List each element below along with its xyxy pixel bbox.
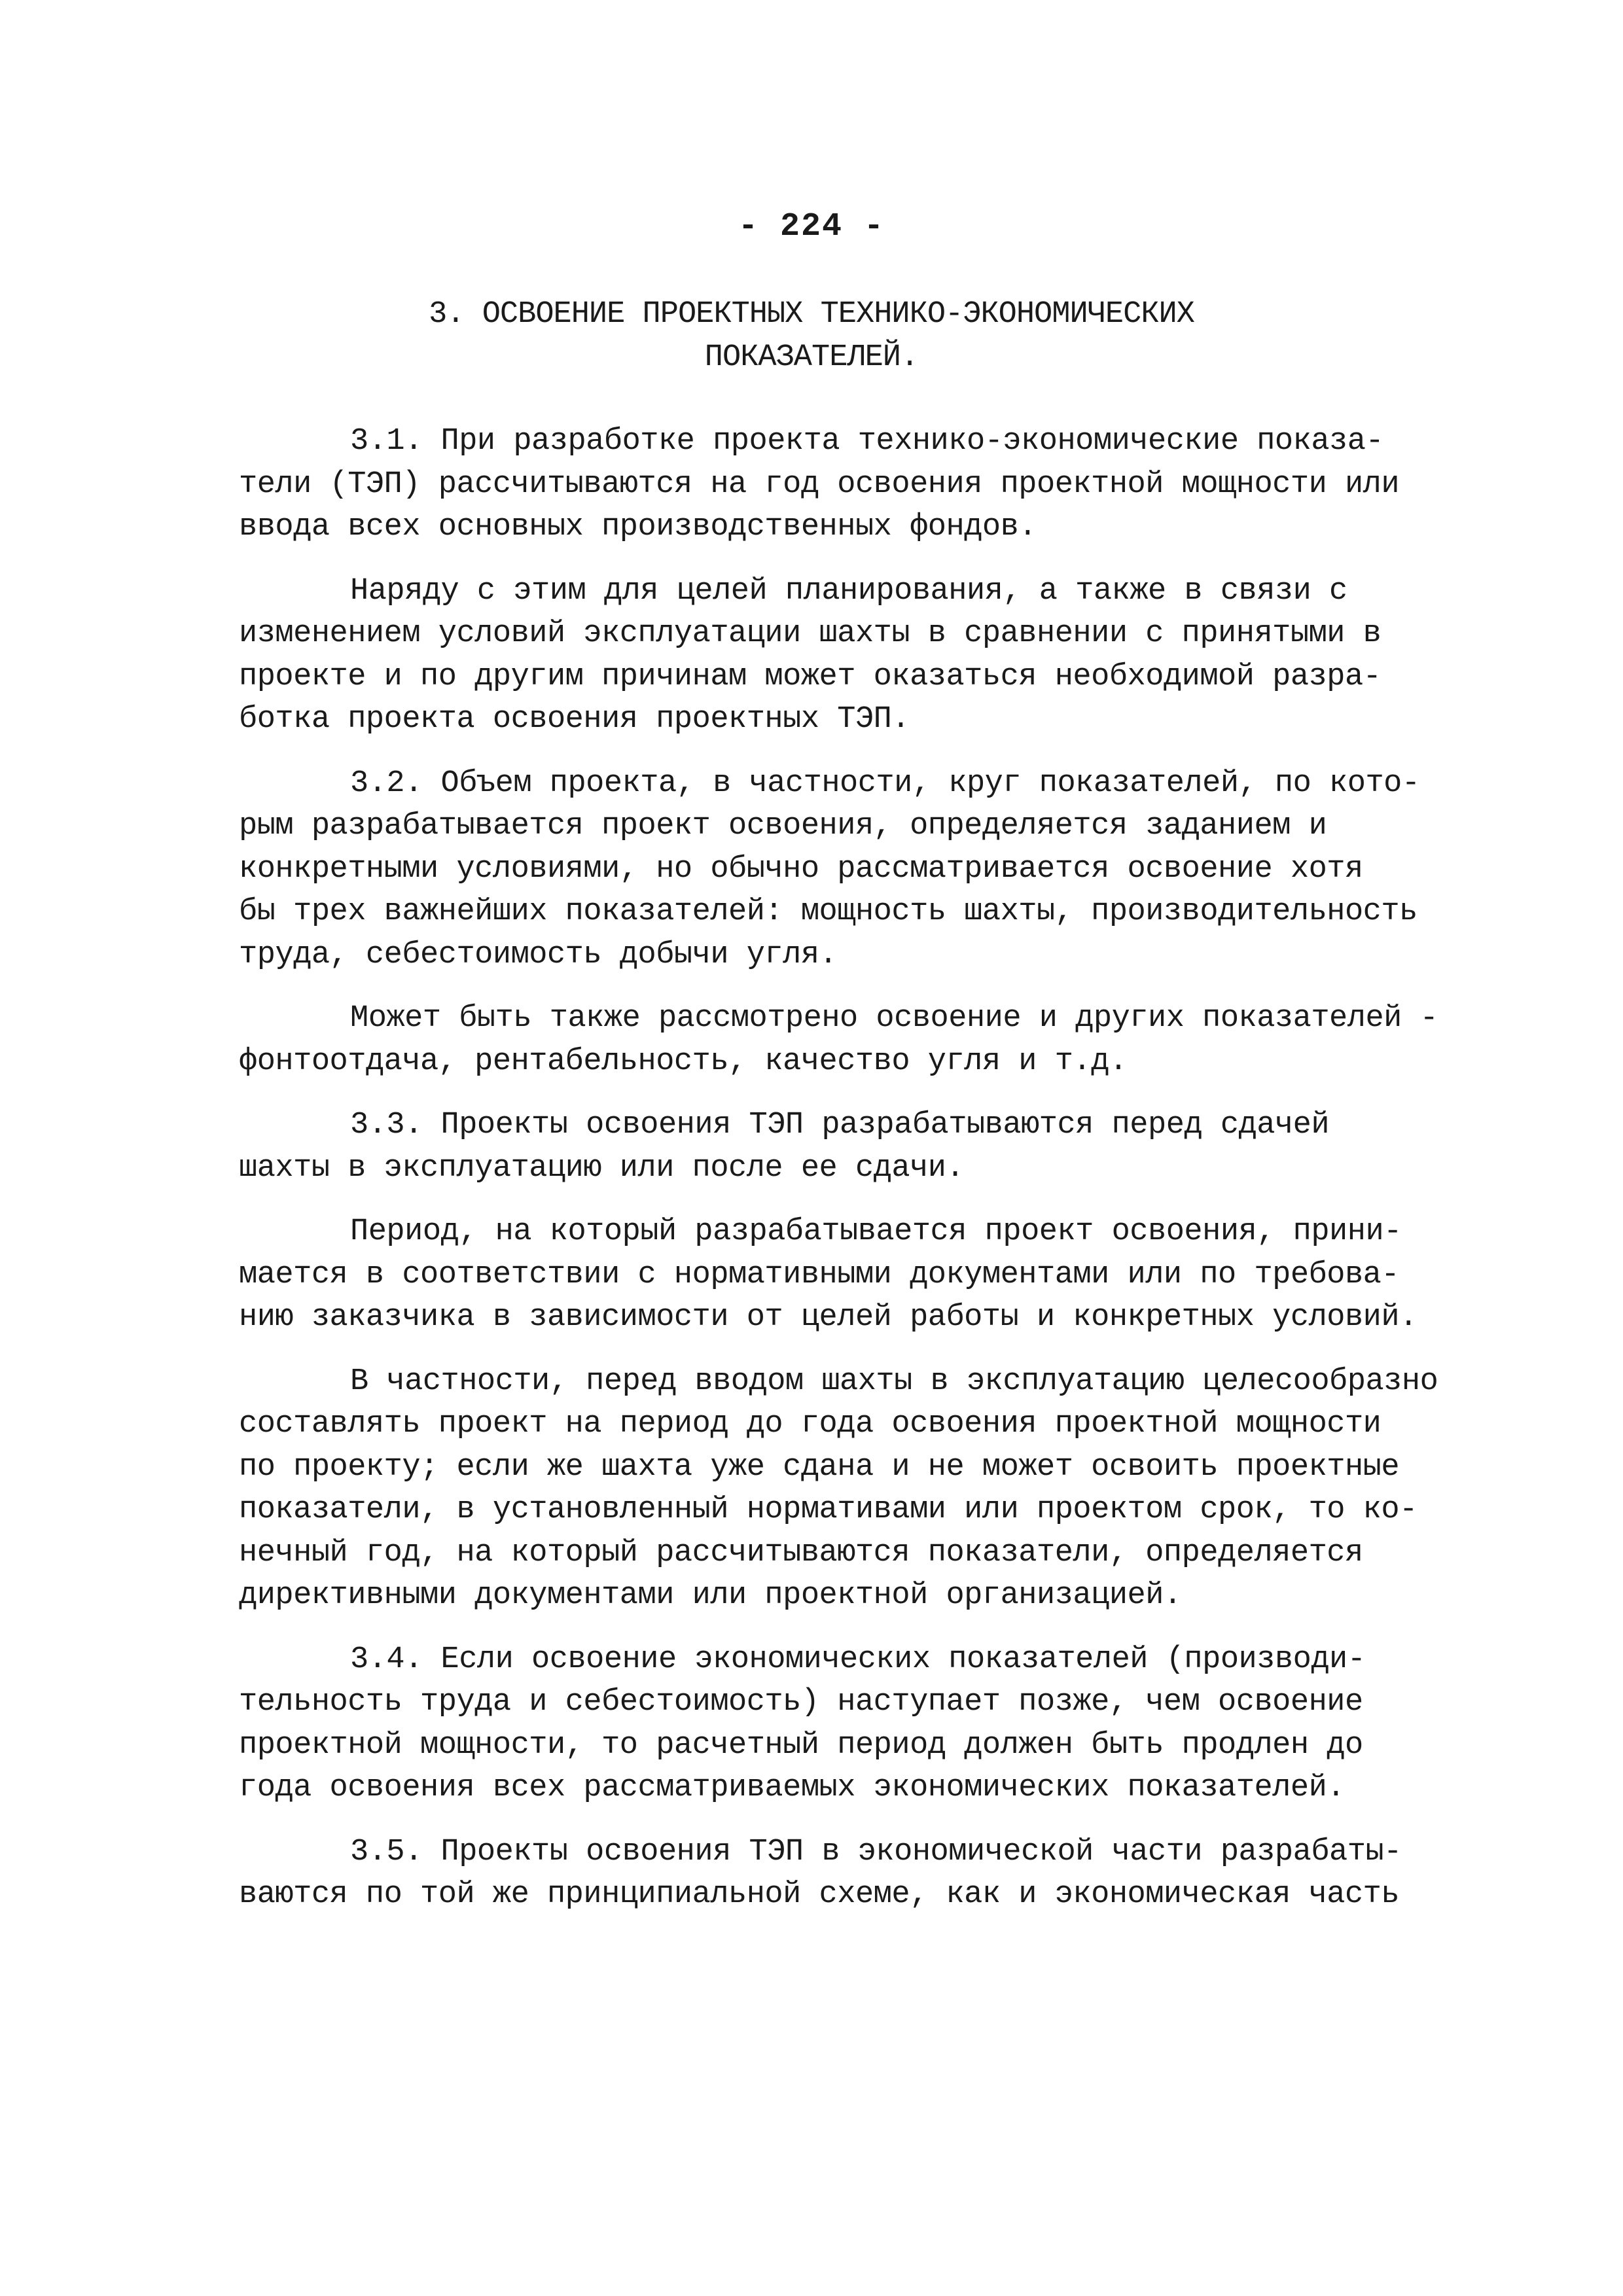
paragraph-3-2 — [239, 762, 1420, 977]
text-line: труда, себестоимость добычи угля. — [239, 937, 838, 972]
text-line: Может быть также рассмотрено освоение и других показателей - — [350, 1001, 1438, 1036]
text-line: В частности, перед вводом шахты в эксплуатацию целесообразно — [350, 1364, 1438, 1399]
body-text — [239, 420, 1438, 1937]
text-line: проектной мощности, то расчетный период должен быть продлен до — [239, 1727, 1363, 1763]
section-heading-line-2: ПОКАЗАТЕЛЕЙ. — [704, 340, 919, 375]
text-line: ввода всех основных производственных фондов. — [239, 510, 1037, 544]
text-line: Период, на который разрабатывается проект освоения, прини- — [350, 1214, 1402, 1249]
text-line: тели (ТЭП) рассчитываются на год освоения проектной мощности или — [239, 467, 1400, 502]
text-line: изменением условий эксплуатации шахты в сравнении с принятыми в — [239, 616, 1382, 651]
text-line: показатели, в установленный нормативами или проектом срок, то ко- — [239, 1492, 1418, 1527]
text-line: 3.3. Проекты освоения ТЭП разрабатываются перед сдачей — [350, 1108, 1330, 1142]
text-line: тельность труда и себестоимость) наступает позже, чем освоение — [239, 1685, 1363, 1720]
text-line: 3.4. Если освоение экономических показателей (производи- — [350, 1642, 1366, 1677]
text-line: рым разрабатывается проект освоения, определяется заданием и — [239, 809, 1327, 843]
paragraph-3-4 — [239, 1638, 1404, 1810]
text-line: 3.5. Проекты освоения ТЭП в экономической части разрабаты- — [350, 1834, 1402, 1869]
text-line: проекте и по другим причинам может оказаться необходимой разра- — [239, 659, 1382, 694]
text-line: по проекту; если же шахта уже сдана и не может освоить проектные — [239, 1449, 1400, 1485]
text-line: составлять проект на период до года освоения проектной мощности — [239, 1407, 1382, 1441]
text-line: директивными документами или проектной организацией. — [239, 1578, 1182, 1613]
paragraph-planning — [239, 570, 1404, 741]
text-line: Наряду с этим для целей планирования, а также в связи с — [350, 573, 1347, 609]
paragraph-3-1 — [239, 420, 1404, 549]
text-line: ботка проекта освоения проектных ТЭП. — [239, 702, 910, 737]
text-line: ваются по той же принципиальной схеме, как и экономическая часть — [239, 1877, 1400, 1912]
text-line: 3.1. При разработке проекта технико-экономические показа- — [350, 424, 1384, 459]
text-line: нию заказчика в зависимости от целей работы и конкретных условий. — [239, 1300, 1418, 1335]
paragraph-other-indicators — [239, 997, 1438, 1083]
paragraph-period — [239, 1210, 1418, 1339]
text-line: шахты в эксплуатацию или после ее сдачи. — [239, 1150, 965, 1186]
text-line: мается в соответствии с нормативными документами или по требова- — [239, 1257, 1400, 1292]
text-line: года освоения всех рассматриваемых экономических показателей. — [239, 1771, 1345, 1805]
text-line: конкретными условиями, но обычно рассматривается освоение хотя — [239, 851, 1363, 887]
page-number: - 224 - — [738, 208, 885, 245]
text-line: фонтоотдача, рентабельность, качество угля и т.д. — [239, 1044, 1128, 1079]
paragraph-in-particular — [239, 1360, 1438, 1617]
section-heading — [0, 293, 1623, 380]
text-line: бы трех важнейших показателей: мощность шахты, производительность — [239, 894, 1418, 929]
text-line: нечный год, на который рассчитываются показатели, определяется — [239, 1535, 1363, 1570]
text-line: 3.2. Объем проекта, в частности, круг показателей, по кото- — [350, 766, 1420, 801]
section-heading-line-1: 3. ОСВОЕНИЕ ПРОЕКТНЫХ ТЕХНИКО-ЭКОНОМИЧЕСКИХ — [429, 297, 1194, 332]
paragraph-3-5 — [239, 1831, 1404, 1916]
paragraph-3-3 — [239, 1104, 1404, 1190]
